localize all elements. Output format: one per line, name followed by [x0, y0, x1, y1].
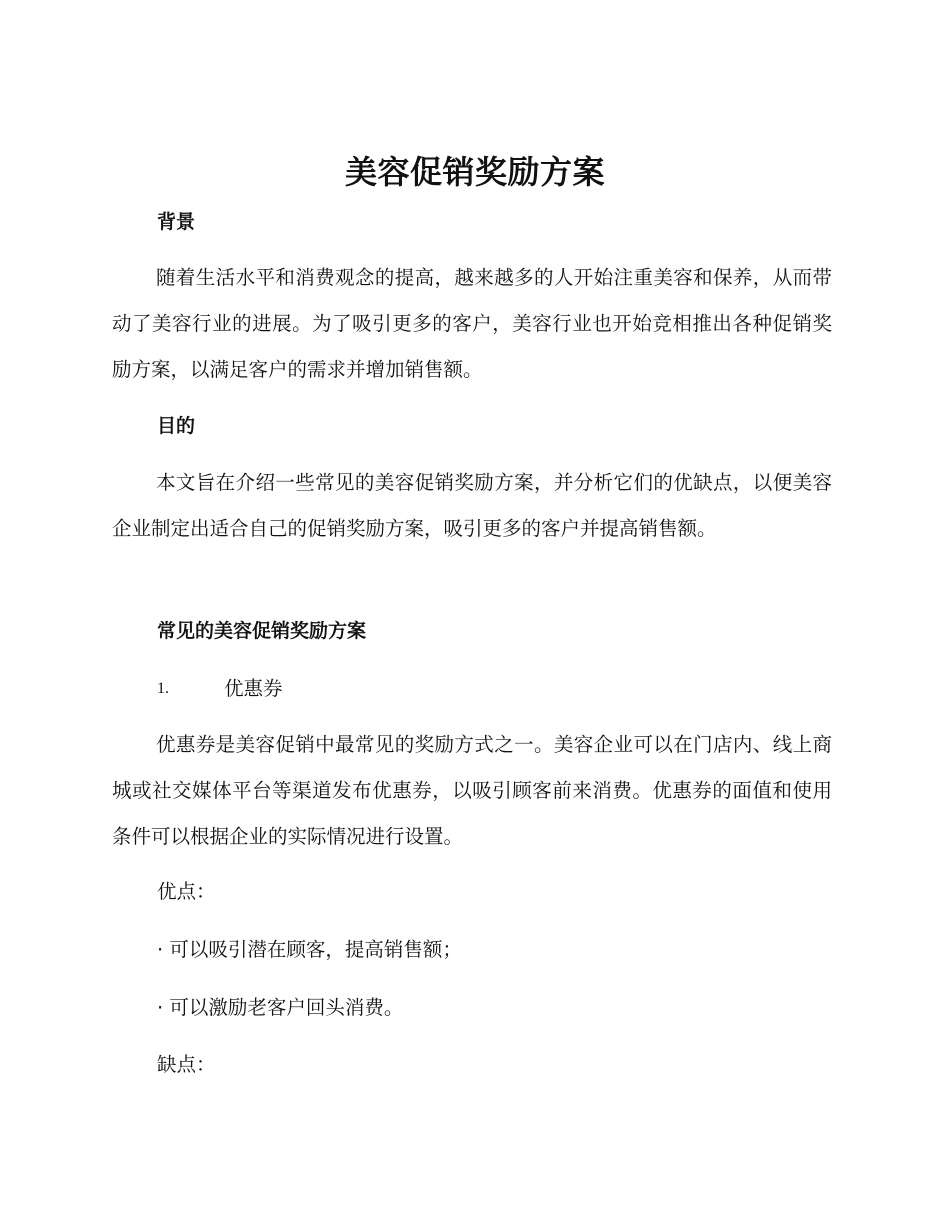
pros-label: 优点：: [157, 880, 216, 903]
pros-item: · 可以吸引潜在顾客，提高销售额；: [157, 938, 462, 961]
list-item-name: 优惠券: [224, 677, 283, 700]
pros-item: · 可以激励老客户回头消费。: [157, 996, 404, 1019]
document-title: 美容促销奖励方案: [344, 153, 605, 191]
coupon-paragraph: 优惠券是美容促销中最常见的奖励方式之一。美容企业可以在门店内、线上商城或社交媒体平台等渠道发布优惠券，以吸引顾客前来消费。优惠券的面值和使用条件可以根据企业的实际情况进行设置。: [112, 733, 832, 848]
section-heading-common-schemes: 常见的美容促销奖励方案: [157, 620, 367, 642]
section-heading-background: 背景: [157, 211, 196, 233]
purpose-paragraph: 本文旨在介绍一些常见的美容促销奖励方案，并分析它们的优缺点，以便美容企业制定出适合自己的促销奖励方案，吸引更多的客户并提高销售额。: [112, 471, 832, 540]
background-paragraph: 随着生活水平和消费观念的提高，越来越多的人开始注重美容和保养，从而带动了美容行业的进展。为了吸引更多的客户，美容行业也开始竞相推出各种促销奖励方案，以满足客户的需求并增加销售额。: [112, 266, 832, 381]
section-heading-purpose: 目的: [157, 415, 196, 437]
list-item-number: 1.: [157, 680, 169, 697]
cons-label: 缺点：: [157, 1053, 216, 1076]
